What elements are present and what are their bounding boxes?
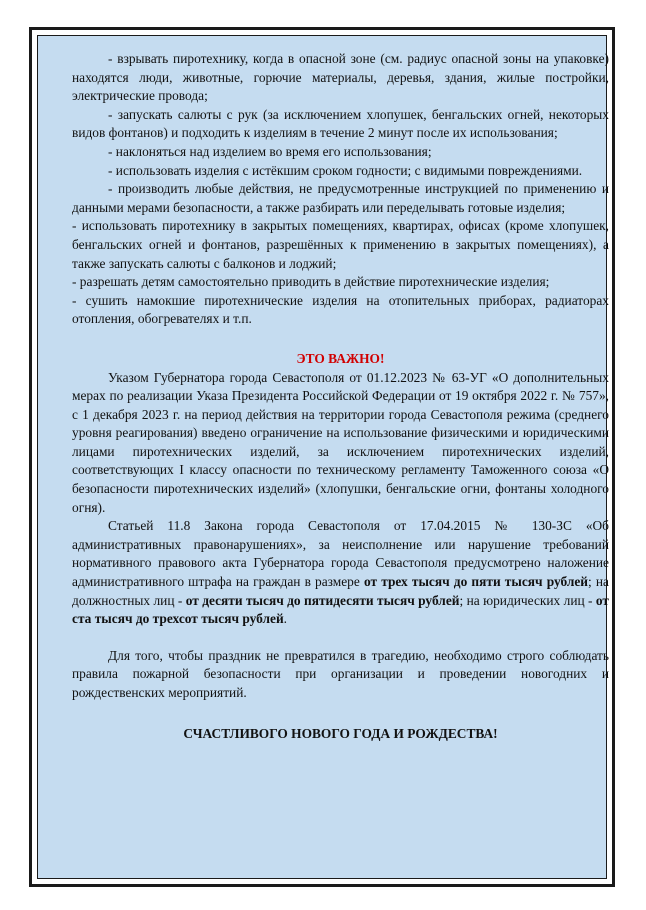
rule-item: - использовать изделия с истёкшим сроком годности; с видимыми повреждениями. xyxy=(108,162,583,178)
rule-item: - запускать салюты с рук (за исключением хлопушек, бенгальских огней, некоторых видов фонтанов) и подходить к изделиям в течение 2 минут после их использования; xyxy=(72,106,609,141)
fine-officials: от десяти тысяч до пятидесяти тысяч рублей xyxy=(185,592,460,608)
rule-item: - разрешать детям самостоятельно приводить в действие пиротехнические изделия; xyxy=(72,274,550,290)
rule-item: - сушить намокшие пиротехнические изделия на отопительных приборах, радиаторах отопления, обогревателях и т.п. xyxy=(72,292,609,327)
fines-paragraph xyxy=(72,517,609,629)
fines-end: . xyxy=(283,611,288,627)
fine-citizens: от трех тысяч до пяти тысяч рублей xyxy=(363,574,589,590)
rule-item: - использовать пиротехнику в закрытых помещениях, квартирах, офисах (кроме хлопушек, бенгальских огней и фонтанов, разрешённых к применению в закрытых помещениях), а также запускать салюты с балконов и лоджий; xyxy=(72,218,609,271)
rule-item: - производить любые действия, не предусмотренные инструкцией по применению и данными мерами безопасности, а также разбирать или переделывать готовые изделия; xyxy=(72,181,609,215)
document-body xyxy=(72,50,609,743)
fine-legal: от ста тысяч до трехсот тысяч рублей xyxy=(72,592,609,627)
rule-item: - наклоняться над изделием во время его использования; xyxy=(108,143,432,159)
important-heading: ЭТО ВАЖНО! xyxy=(296,350,385,366)
decree-paragraph: Указом Губернатора города Севастополя от 01.12.2023 № 63-УГ «О дополнительных мерах по реализации Указа Президента Российской Федерации от 19 октября 2022 г. № 757», с 1 декабря 2023 г. на период действия на территории города Севастополя режима (среднего уровня реагирования) введено ограничение на использование физическими и юридическими лицами пиротехнических изделий, за исключением пиротехнических изделий, соответствующих I классу опасности по техническому регламенту Таможенного союза «О безопасности пиротехнических изделий» (хлопушки, бенгальские огни, фонтаны холодного огня). xyxy=(72,369,609,515)
document-frame xyxy=(37,35,607,879)
fines-legal-prefix: ; на юридических лиц - xyxy=(459,592,596,608)
fines-officials-prefix: ; на должностных лиц - xyxy=(72,574,609,608)
holiday-paragraph: Для того, чтобы праздник не превратился в трагедию, необходимо строго соблюдать правила пожарной безопасности при организации и проведении новогодних и рождественских мероприятий. xyxy=(72,647,609,700)
document-page xyxy=(29,27,615,887)
rule-item: - взрывать пиротехнику, когда в опасной зоне (см. радиус опасной зоны на упаковке) находятся люди, животные, горючие материалы, деревья, здания, жилые постройки, электрические провода; xyxy=(72,51,609,104)
greeting-heading: СЧАСТЛИВОГО НОВОГО ГОДА И РОЖДЕСТВА! xyxy=(183,725,498,741)
fines-intro: Статьей 11.8 Закона города Севастополя от 17.04.2015 № 130-ЗС «Об административных правонарушениях», за неисполнение или нарушение требований нормативного правового акта Губернатора города Севастополя предусмотрено наложение административного штрафа на граждан в размере xyxy=(72,518,609,590)
